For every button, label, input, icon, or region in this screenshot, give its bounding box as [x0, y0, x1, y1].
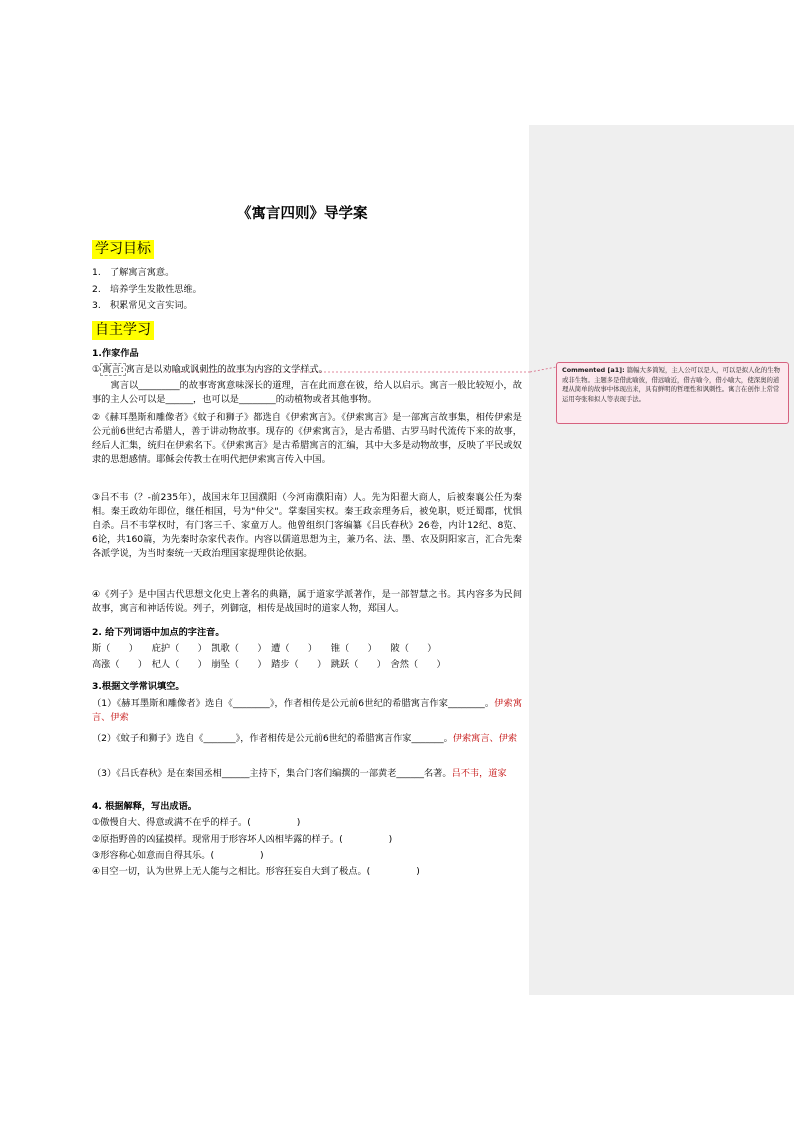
answer-3: 吕不韦，道家 [451, 768, 507, 779]
answer-2: 伊索寓言、伊索 [452, 733, 518, 744]
circle-number: ① [92, 364, 101, 375]
fable-definition-line [92, 363, 328, 377]
paragraph: ②《赫耳墨斯和雕像者》《蚊子和狮子》都选自《伊索寓言》。《伊索寓言》是一部寓言故事集，相传伊索是公元前6世纪古希腊人，善于讲动物故事。现存的《伊索寓言》，是古希腊、古罗马时代流传下来的故事，经后人汇集，统归在伊索名下。《伊索寓言》是古希腊寓言的汇编，其中大多是动物故事，反映了平民或奴隶的思想感情。耶稣会传教士在明代把伊索寓言传入中国。 [92, 412, 522, 465]
idiom-item: ③形容称心如意而自得其乐。( ) [92, 850, 264, 861]
comment-anchor[interactable]: 寓言: [102, 364, 124, 375]
section-title: 4. 根据解释，写出成语。 [92, 801, 197, 812]
comment-pane [529, 125, 794, 995]
goal-item: 1. 了解寓言寓意。 [92, 267, 175, 278]
goal-item: 3. 积累常见文言实词。 [92, 300, 193, 311]
goal-item: 2. 培养学生发散性思维。 [92, 284, 202, 295]
section-title: 1.作家作品 [92, 348, 139, 359]
idiom-item: ①傲慢自大、得意或满不在乎的样子。( ) [92, 817, 301, 828]
comment-balloon[interactable] [556, 362, 789, 424]
fable-definition: 寓言是以劝喻或讽刺性的故事为内容的文学样式。 [125, 364, 328, 375]
section-title: 2. 给下列词语中加点的字注音。 [92, 627, 225, 638]
paragraph: ④《列子》是中国古代思想文化史上著名的典籍，属于道家学派著作，是一部智慧之书。其内容多为民间故事，寓言和神话传说。列子，列御寇，相传是战国时的道家人物，郑国人。 [92, 589, 522, 614]
idiom-item: ④目空一切，认为世界上无人能与之相比。形容狂妄自大到了极点。( ) [92, 866, 420, 877]
paragraph: 寓言以_________的故事寄寓意味深长的道理，言在此而意在彼，给人以启示。寓言一般比较短小，故事的主人公可以是______，也可以是________的动植物或者其他事物。 [92, 380, 522, 405]
comment-text: 篇幅大多简短，主人公可以是人，可以是拟人化的生物或非生物。主题多是借此喻彼，借远喻近，借古喻今，借小喻大，使深奥的道理从简单的故事中体现出来，具有鲜明的哲理性和讽刺性。寓言在创作上常常运用夸张和拟人等表现手法。 [562, 366, 781, 403]
comment-author: Commented [a1]: [562, 366, 625, 374]
paragraph: ③吕不韦（？-前235年），战国末年卫国濮阳（今河南濮阳南）人。先为阳翟大商人，后被秦襄公任为秦相。秦王政幼年即位，继任相国，号为"仲父"。掌秦国实权。秦王政亲理务后，被免职，贬迁蜀郡，忧惧自杀。吕不韦掌权时，有门客三千、家童万人。他曾组织门客编纂《吕氏春秋》26卷，内计12纪、8览、6论，共160篇，为先秦时杂家代表作。内容以儒道思想为主，兼乃名、法、墨、农及阴阳家言，汇合先秦各派学说，为当时秦统一天政治理国家提理供论依据。 [92, 492, 522, 559]
pinyin-row: 高涨（ ） 杞人（ ） 崩坠（ ） 踏步（ ） 跳跃（ ） 舍然（ ） [92, 659, 446, 670]
heading-goals: 学习目标 [92, 240, 154, 259]
page-title: 《寓言四则》导学案 [237, 205, 368, 222]
question-3: （3）《吕氏春秋》是在秦国丞相______主持下，集合门客们编撰的一部黄老______名著。吕不韦，道家 [92, 768, 507, 779]
question-1: （1）《赫耳墨斯和雕像者》选自《________》，作者相传是公元前6世纪的希腊寓言作家________。伊索寓言、伊索 [92, 698, 523, 723]
idiom-item: ②原指野兽的凶猛摸样。现常用于形容坏人凶相毕露的样子。( ) [92, 834, 393, 845]
heading-self-study: 自主学习 [92, 321, 154, 340]
section-title: 3.根据文学常识填空。 [92, 681, 185, 692]
pinyin-row: 斯（ ） 庇护（ ） 凯歌（ ） 遭（ ） 锥（ ） 陂（ ） [92, 643, 437, 654]
question-2: （2）《蚊子和狮子》选自《_______》，作者相传是公元前6世纪的希腊寓言作家_______。伊索寓言、伊索 [92, 733, 518, 744]
answer-1: 伊索寓言、伊索 [92, 698, 523, 723]
